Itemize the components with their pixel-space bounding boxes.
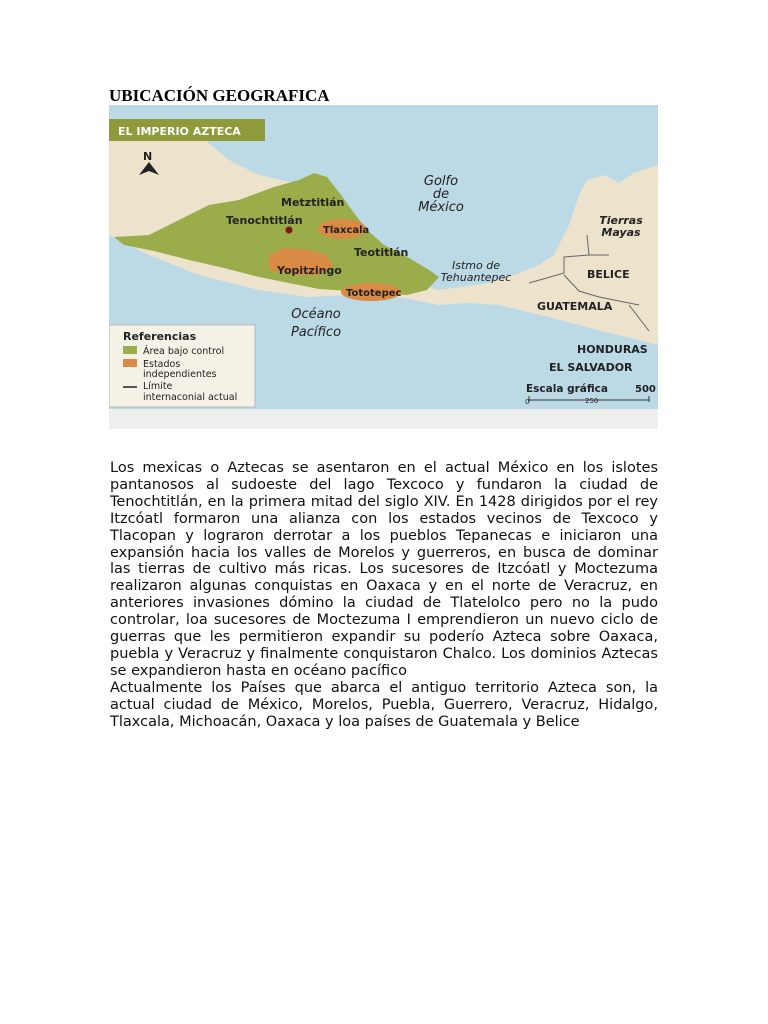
scale-label: Escala gráfica	[526, 383, 608, 395]
map-legend	[109, 325, 255, 407]
legend-title: Referencias	[123, 330, 197, 343]
map-title: EL IMPERIO AZTECA	[118, 125, 241, 138]
ocean-label-1: Océano	[291, 307, 341, 322]
label-tototepec: Tototepec	[346, 288, 402, 299]
label-tenochtitlan: Tenochtitlán	[226, 214, 303, 227]
aztec-empire-map	[109, 105, 658, 429]
legend-label-controlled: Área bajo control	[143, 346, 225, 357]
legend-label-border-2: internaconial actual	[143, 392, 238, 403]
label-belice: BELICE	[587, 268, 630, 281]
legend-label-independent-1: Estados	[143, 359, 181, 370]
label-tierras-mayas-1: Tierras	[599, 214, 643, 227]
ocean-label-2: Pacífico	[290, 325, 342, 340]
isthmus-label-2: Tehuantepec	[440, 271, 512, 284]
document-body	[110, 460, 658, 731]
svg-text:N: N	[143, 150, 153, 163]
gulf-label-3: México	[418, 200, 464, 215]
label-yopitzingo: Yopitzingo	[277, 264, 342, 277]
page-heading: UBICACIÓN GEOGRAFICA	[109, 86, 330, 105]
label-honduras: HONDURAS	[577, 343, 648, 356]
label-el-salvador: EL SALVADOR	[549, 361, 633, 374]
scale-tick-250: 250	[585, 397, 599, 405]
label-metztitlan: Metztitlán	[281, 196, 345, 209]
legend-swatch-controlled	[123, 346, 137, 354]
scale-tick-500: 500	[635, 384, 656, 395]
legend-swatch-independent	[123, 359, 137, 367]
legend-label-independent-2: independientes	[143, 369, 217, 380]
legend-label-border-1: Límite	[143, 381, 173, 392]
gulf-label-2: de	[432, 187, 450, 202]
label-tlaxcala: Tlaxcala	[323, 225, 370, 236]
paragraph-2: Actualmente los Países que abarca el antiguo territorio Azteca son, la actual ciudad de México, Morelos, Puebla, Guerrero, Veracruz, Hidalgo, Tlaxcala, Michoacán, Oaxaca y loa países de Guatemala y Belice	[110, 679, 658, 730]
tenochtitlan-marker	[286, 227, 293, 234]
label-guatemala: GUATEMALA	[537, 300, 613, 313]
scale-tick-0: 0	[525, 398, 530, 406]
gulf-label-1: Golfo	[423, 174, 459, 189]
label-tierras-mayas-2: Mayas	[601, 226, 641, 239]
paragraph-1: Los mexicas o Aztecas se asentaron en el actual México en los islotes pantanosos al sudoeste del lago Texcoco y fundaron la ciudad de Tenochtitlán, en la primera mitad del siglo XIV. En 1428 dirigidos por el rey Itzcóatl formaron una alianza con los estados vecinos de Texcoco y Tlacopan y lograron derrotar a los pueblos Tepanecas e iniciaron una expansión hacia los valles de Morelos y guerreros, en busca de dominar las tierras de cultivo más ricas. Los sucesores de Itzcóatl y Moctezuma realizaron algunas conquistas en Oaxaca y en el norte de Veracruz, en anteriores invasiones dómino la ciudad de Tlatelolco pero no la pudo controlar, loa sucesores de Moctezuma I emprendieron un nuevo ciclo de guerras que les permitieron expandir su poderío Azteca sobre Oaxaca, puebla y Veracruz y finalmente conquistaron Chalco. Los dominios Aztecas se expandieron hasta en océano pacífico	[110, 460, 658, 679]
label-teotitlan: Teotitlán	[354, 246, 409, 259]
isthmus-label-1: Istmo de	[452, 259, 500, 272]
